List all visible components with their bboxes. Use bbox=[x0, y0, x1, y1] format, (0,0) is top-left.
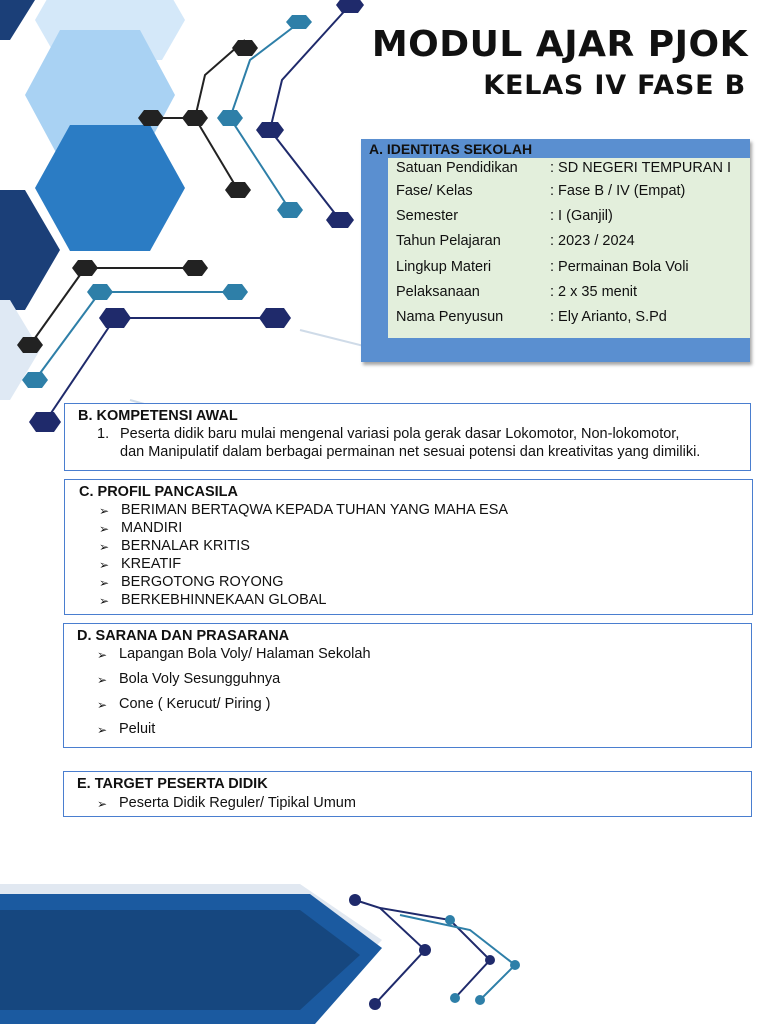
page-title: MODUL AJAR PJOK bbox=[371, 24, 748, 65]
identitas-label: Pelaksanaan bbox=[396, 284, 480, 300]
sarana-prasarana-section bbox=[63, 623, 752, 748]
kompetensi-awal-section bbox=[64, 403, 751, 471]
hexagon-network-decoration bbox=[0, 0, 380, 450]
target-heading: E. TARGET PESERTA DIDIK bbox=[77, 776, 268, 792]
page-subtitle: KELAS IV FASE B bbox=[483, 70, 746, 101]
arrow-bullet-icon: ➢ bbox=[99, 540, 110, 554]
list-item: Bola Voly Sesungguhnya bbox=[119, 671, 281, 687]
arrow-bullet-icon: ➢ bbox=[97, 797, 108, 811]
list-item: Lapangan Bola Voly/ Halaman Sekolah bbox=[119, 646, 371, 662]
identitas-label: Lingkup Materi bbox=[396, 259, 492, 275]
identitas-value: : 2 x 35 menit bbox=[550, 284, 638, 300]
arrow-bullet-icon: ➢ bbox=[99, 576, 110, 590]
arrow-bullet-icon: ➢ bbox=[97, 648, 108, 662]
identitas-label: Satuan Pendidikan bbox=[396, 160, 518, 176]
list-item: Peserta Didik Reguler/ Tipikal Umum bbox=[119, 795, 356, 811]
arrow-bullet-icon: ➢ bbox=[97, 698, 108, 712]
identitas-table bbox=[388, 158, 750, 338]
identitas-value: : 2023 / 2024 bbox=[550, 233, 635, 249]
kompetensi-text-line1: Peserta didik baru mulai mengenal variasi pola gerak dasar Lokomotor, Non-lokomotor, bbox=[120, 426, 680, 442]
sarana-heading: D. SARANA DAN PRASARANA bbox=[77, 628, 290, 644]
kompetensi-text-line2: dan Manipulatif dalam berbagai permainan net sesuai potensi dan kreativitas yang dimiliki. bbox=[120, 444, 701, 460]
identitas-label: Tahun Pelajaran bbox=[396, 233, 501, 249]
arrow-bullet-icon: ➢ bbox=[99, 504, 110, 518]
identitas-label: Fase/ Kelas bbox=[396, 183, 473, 199]
bottom-banner-decoration bbox=[0, 860, 560, 1024]
arrow-bullet-icon: ➢ bbox=[99, 594, 110, 608]
identitas-value: : Permainan Bola Voli bbox=[550, 259, 689, 275]
target-peserta-didik-section bbox=[63, 771, 752, 817]
list-item: BERKEBHINNEKAAN GLOBAL bbox=[121, 592, 327, 608]
list-item: Peluit bbox=[119, 721, 156, 737]
list-item: Cone ( Kerucut/ Piring ) bbox=[119, 696, 271, 712]
profil-heading: C. PROFIL PANCASILA bbox=[79, 484, 238, 500]
identitas-label: Nama Penyusun bbox=[396, 309, 504, 325]
arrow-bullet-icon: ➢ bbox=[97, 723, 108, 737]
list-number: 1. bbox=[97, 426, 110, 442]
identitas-label: Semester bbox=[396, 208, 459, 224]
identitas-heading: A. IDENTITAS SEKOLAH bbox=[369, 141, 533, 157]
list-item: BERIMAN BERTAQWA KEPADA TUHAN YANG MAHA ESA bbox=[121, 502, 509, 518]
identitas-sekolah-panel bbox=[361, 139, 750, 362]
arrow-bullet-icon: ➢ bbox=[99, 522, 110, 536]
profil-pancasila-section bbox=[64, 479, 753, 615]
list-item: MANDIRI bbox=[121, 520, 183, 536]
arrow-bullet-icon: ➢ bbox=[97, 673, 108, 687]
list-item: KREATIF bbox=[121, 556, 182, 572]
identitas-value: : I (Ganjil) bbox=[550, 208, 613, 224]
identitas-value: : Fase B / IV (Empat) bbox=[550, 183, 686, 199]
list-item: BERNALAR KRITIS bbox=[121, 538, 250, 554]
identitas-value: : Ely Arianto, S.Pd bbox=[550, 309, 667, 325]
arrow-bullet-icon: ➢ bbox=[99, 558, 110, 572]
list-item: BERGOTONG ROYONG bbox=[121, 574, 284, 590]
kompetensi-heading: B. KOMPETENSI AWAL bbox=[78, 408, 238, 424]
identitas-value: : SD NEGERI TEMPURAN I bbox=[550, 160, 732, 176]
